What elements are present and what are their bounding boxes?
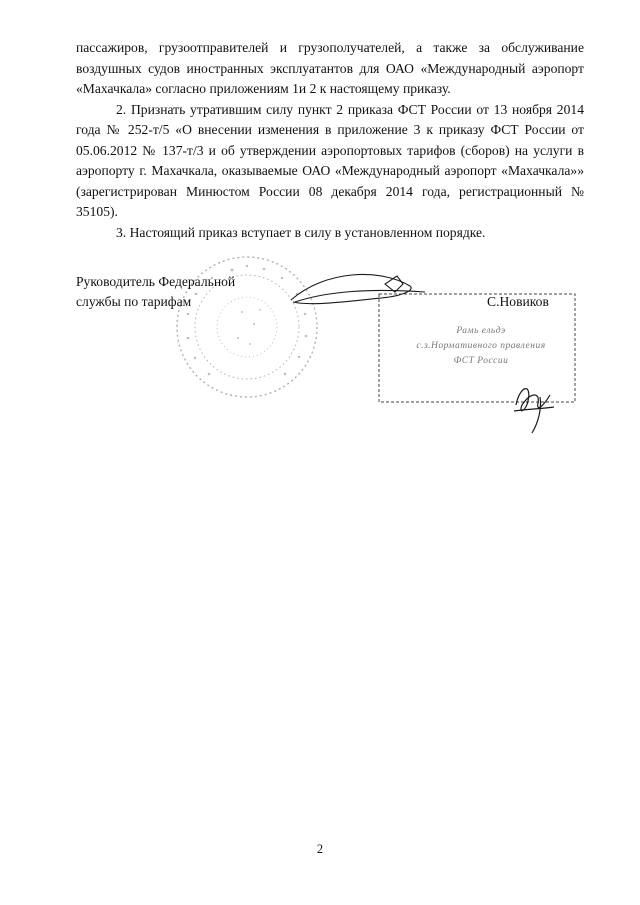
stamp-signature-icon	[510, 375, 558, 435]
paragraph-item-3: 3. Настоящий приказ вступает в силу в установленном порядке.	[116, 224, 486, 240]
paragraph-item-2: 2. Признать утратившим силу пункт 2 приказа ФСТ России от 13 ноября 2014 года № 252-т/5 «О внесении изменения в приложение 3 к приказу ФСТ России от 05.06.2012 № 137-т/3 и об утверждении аэропортовых тарифов (сборов) на услуги в аэропорту г. Махачкала, оказываемые ОАО «Международный аэропорт «Махачкала»» (зарегистрирован Минюстом России 08 декабря 2014 года, регистрационный № 35105).	[76, 101, 584, 219]
paragraph-continuation: пассажиров, грузоотправителей и грузополучателей, а также за обслуживание воздушных судов иностранных эксплуатантов для ОАО «Международный аэропорт «Махачкала» согласно приложениям 1и 2 к настоящему приказу.	[76, 40, 584, 96]
signatory-title-line: Руководитель Федеральной	[76, 274, 236, 289]
signatory-title	[76, 272, 235, 312]
stamp-line: Рамь ельдэ	[456, 326, 506, 336]
signatory-name: С.Новиков	[487, 294, 549, 309]
copy-stamp-text	[386, 324, 576, 369]
page-number: 2	[316, 842, 324, 856]
stamp-line: с.з.Нормативного правления	[416, 341, 546, 351]
document-body	[76, 38, 584, 243]
stamp-line: ФСТ России	[453, 356, 509, 366]
signatory-title-line: службы по тарифам	[76, 294, 192, 309]
